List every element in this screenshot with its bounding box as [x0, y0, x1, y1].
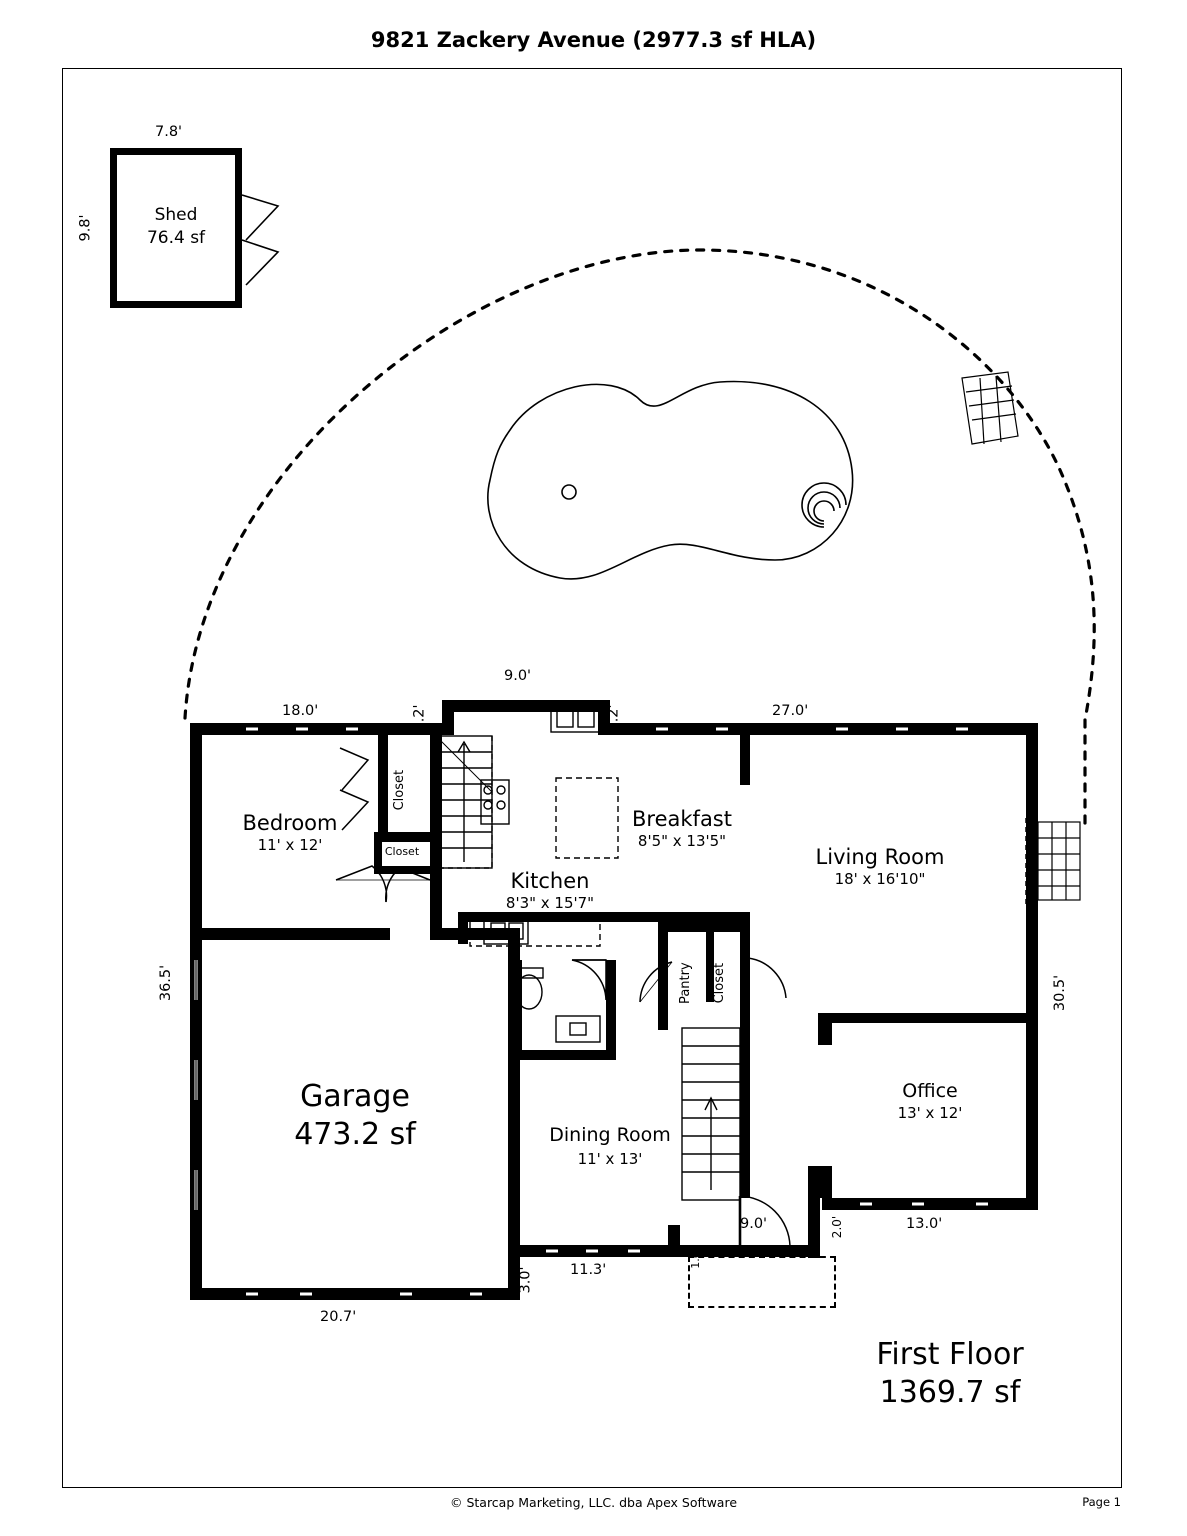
dim-office-bottom: 13.0' [906, 1216, 943, 1232]
room-label-dining: Dining Room [549, 1124, 671, 1146]
dim-garage-step: 3.0' [517, 1266, 534, 1294]
room-label-breakfast: Breakfast [632, 807, 732, 831]
room-label-office: Office [902, 1080, 958, 1102]
dim-bedroom-top: 18.0' [282, 703, 319, 719]
dim-kitchen-notch-right: 2.2' [605, 704, 622, 732]
dim-kitchen-notch-left: 2.2' [411, 704, 428, 732]
pantry-closet-label: Closet [711, 962, 727, 1004]
room-label-kitchen: Kitchen [510, 869, 590, 893]
footer-copyright: © Starcap Marketing, LLC. dba Apex Software [449, 1495, 738, 1510]
room-size-garage: 473.2 sf [294, 1117, 416, 1152]
room-size-breakfast: 8'5" x 13'5" [637, 832, 727, 850]
closet-upper-label: Closet [391, 769, 407, 811]
room-size-dining: 11' x 13' [577, 1150, 643, 1168]
dim-office-step: 2.0' [830, 1215, 845, 1239]
dim-porch-small: 1.0' [688, 1248, 702, 1269]
room-size-living: 18' x 16'10" [834, 870, 926, 888]
room-label-living: Living Room [815, 845, 945, 869]
room-label-garage: Garage [300, 1079, 410, 1114]
dim-right-side: 30.5' [1052, 974, 1069, 1012]
dim-left-side: 36.5' [158, 964, 175, 1002]
dim-dining-bottom: 11.3' [570, 1262, 607, 1278]
page-title: 9821 Zackery Avenue (2977.3 sf HLA) [370, 28, 817, 52]
shed-area: 76.4 sf [146, 228, 206, 248]
room-size-bedroom: 11' x 12' [257, 836, 323, 854]
room-size-kitchen: 8'3" x 15'7" [505, 894, 595, 912]
dim-garage-bottom: 20.7' [320, 1309, 357, 1325]
dim-kitchen-top: 9.0' [504, 668, 532, 684]
floor-area: 1369.7 sf [879, 1375, 1021, 1410]
dim-porch-width: 9.0' [740, 1216, 768, 1232]
pantry-label: Pantry [677, 962, 693, 1004]
dim-living-top: 27.0' [772, 703, 809, 719]
shed-height-dim: 9.8' [77, 214, 94, 242]
floor-name: First Floor [876, 1337, 1024, 1372]
room-size-office: 13' x 12' [897, 1104, 963, 1122]
page-number: Page 1 [1082, 1495, 1121, 1509]
room-label-bedroom: Bedroom [242, 811, 338, 835]
shed-name: Shed [154, 205, 198, 225]
shed-width-dim: 7.8' [155, 124, 183, 140]
closet-lower-label: Closet [384, 845, 420, 858]
